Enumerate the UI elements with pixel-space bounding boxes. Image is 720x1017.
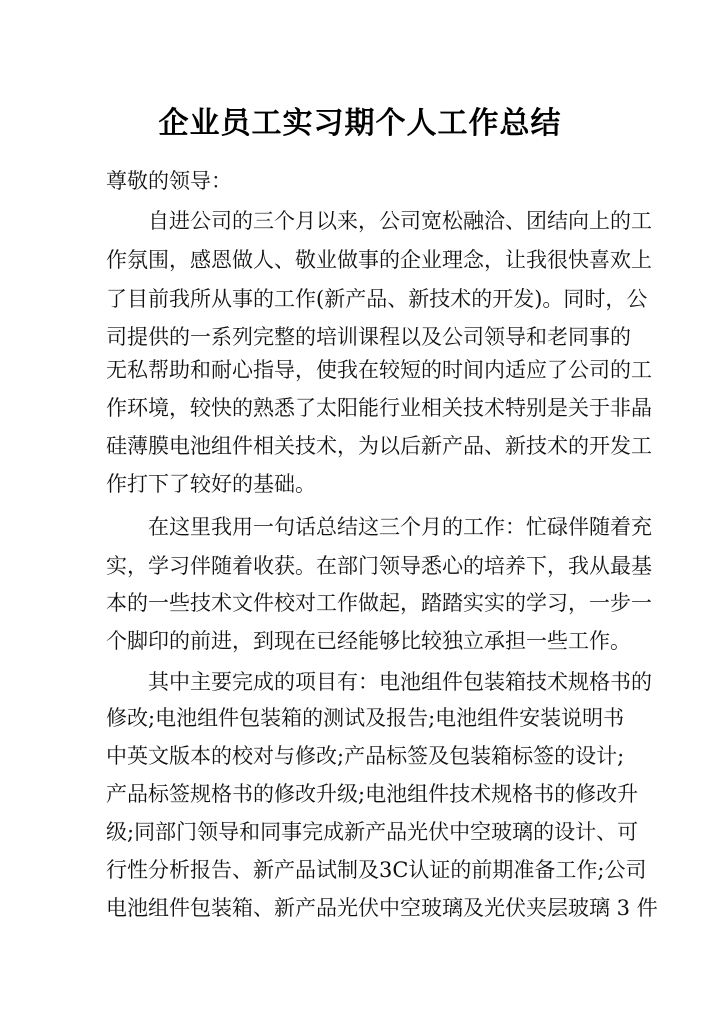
paragraph-line: 级;同部门领导和同事完成新产品光伏中空玻璃的设计、可 (106, 820, 639, 844)
paragraph-line: 其中主要完成的项目有：电池组件包装箱技术规格书的 (148, 670, 652, 694)
paragraph-line: 无私帮助和耐心指导，使我在较短的时间内适应了公司的工 (106, 358, 652, 382)
paragraph-line: 产品标签规格书的修改升级;电池组件技术规格书的修改升 (106, 782, 639, 806)
paragraph-line: 个脚印的前进，到现在已经能够比较独立承担一些工作。 (106, 629, 631, 653)
paragraph-line: 自进公司的三个月以来，公司宽松融洽、团结向上的工 (148, 209, 652, 233)
paragraph-line: 硅薄膜电池组件相关技术，为以后新产品、新技术的开发工 (106, 434, 652, 458)
paragraph-line: 电池组件包装箱、新产品光伏中空玻璃及光伏夹层玻璃 3 件 (106, 896, 658, 920)
salutation: 尊敬的领导： (106, 169, 232, 193)
paragraph-line: 行性分析报告、新产品试制及3C认证的前期准备工作;公司 (106, 858, 647, 882)
paragraph-line: 作打下了较好的基础。 (106, 472, 316, 496)
paragraph-line: 本的一些技术文件校对工作做起，踏踏实实的学习，一步一 (106, 591, 652, 615)
paragraph-line: 修改;电池组件包装箱的测试及报告;电池组件安装说明书 (106, 706, 625, 730)
document-title: 企业员工实习期个人工作总结 (158, 106, 562, 141)
paragraph-line: 了目前我所从事的工作(新产品、新技术的开发)。同时，公 (106, 287, 648, 311)
paragraph-line: 司提供的一系列完整的培训课程以及公司领导和老同事的 (106, 325, 631, 349)
paragraph-line: 作氛围，感恩做人、敬业做事的企业理念，让我很快喜欢上 (106, 248, 652, 272)
paragraph-line: 实，学习伴随着收获。在部门领导悉心的培养下，我从最基 (106, 554, 652, 578)
paragraph-line: 在这里我用一句话总结这三个月的工作：忙碌伴随着充 (148, 515, 652, 539)
paragraph-line: 中英文版本的校对与修改;产品标签及包装箱标签的设计; (106, 744, 625, 768)
paragraph-line: 作环境，较快的熟悉了太阳能行业相关技术特别是关于非晶 (106, 396, 652, 420)
